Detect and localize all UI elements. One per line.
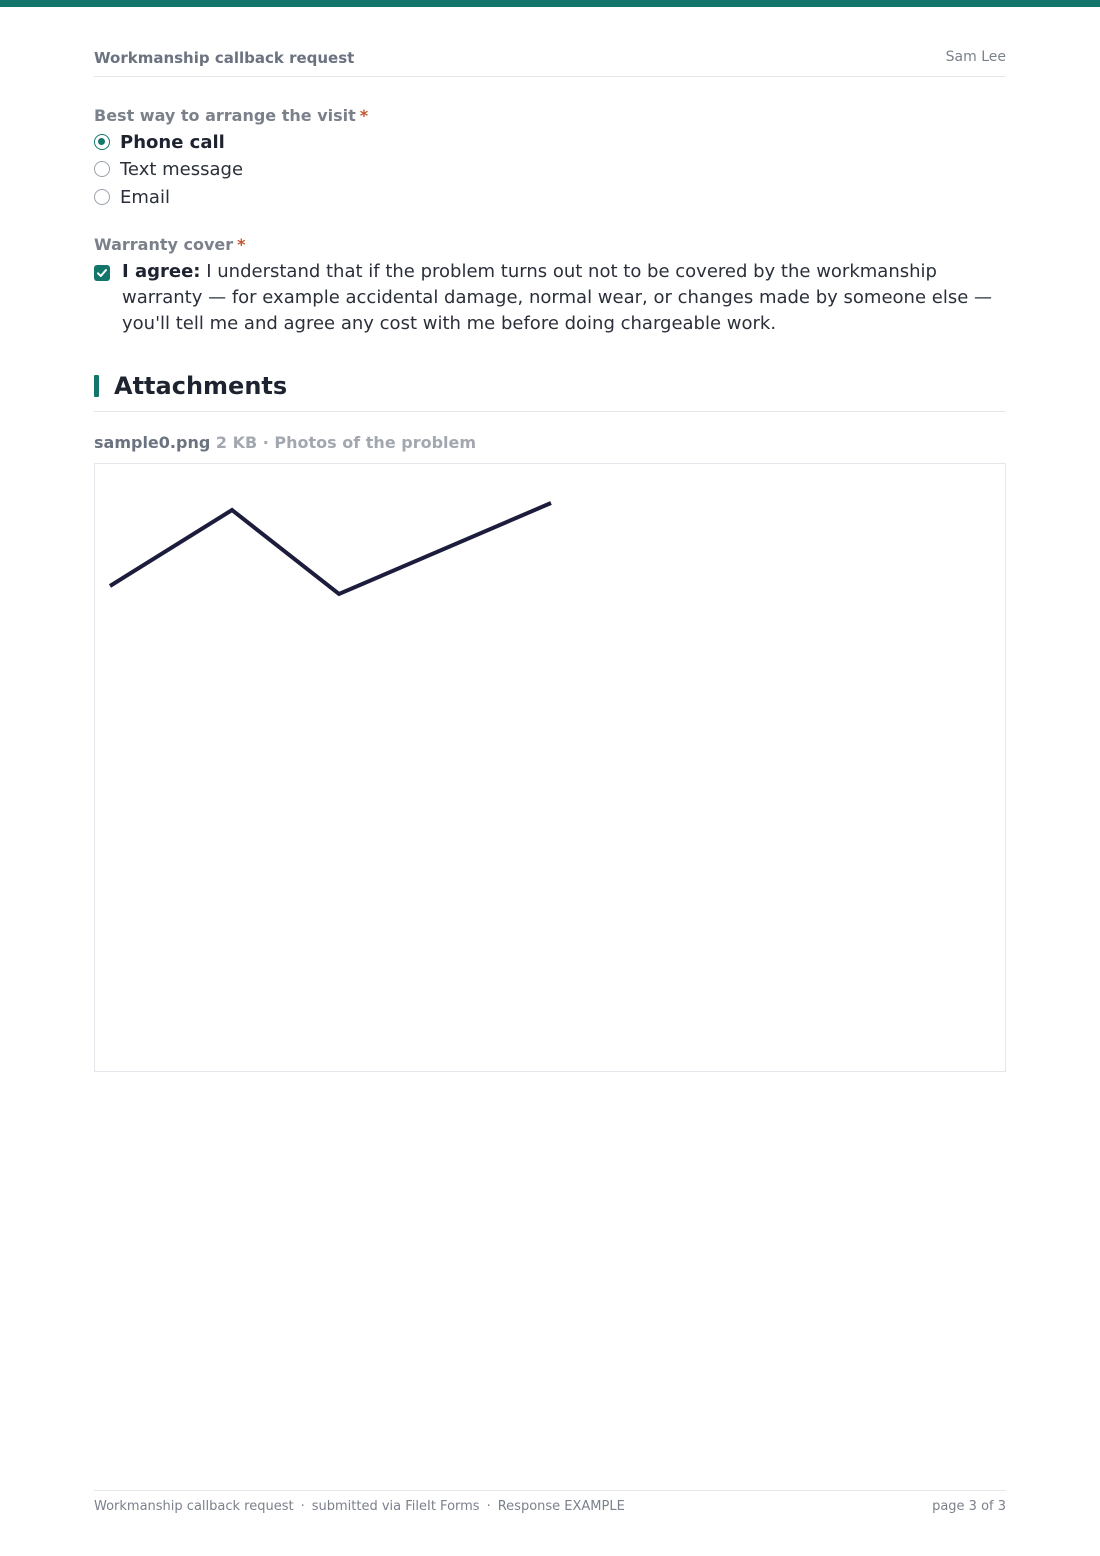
agree-prefix: I agree: <box>122 261 201 282</box>
warranty-agree-statement <box>122 259 1012 337</box>
warranty-cover-label-text: Warranty cover <box>94 235 234 254</box>
radio-option-text-message[interactable] <box>94 157 243 181</box>
sketch-line <box>110 503 551 594</box>
checkmark-icon <box>96 267 108 279</box>
respondent-name: Sam Lee <box>945 49 1006 65</box>
attachment-separator: · <box>262 433 269 452</box>
radio-unchecked-icon[interactable] <box>94 161 110 177</box>
warranty-cover-label <box>94 235 246 254</box>
footer-separator: · <box>300 1499 305 1514</box>
page-number: page 3 of 3 <box>932 1499 1006 1514</box>
footer-separator: · <box>486 1499 491 1514</box>
required-marker: * <box>237 235 246 254</box>
contact-method-label <box>94 106 368 125</box>
attachment-caption: Photos of the problem <box>274 433 477 452</box>
section-accent-bar <box>94 375 99 397</box>
footer-submitted: submitted via FileIt Forms <box>311 1499 480 1514</box>
page-header <box>94 49 1006 77</box>
attachment-image-preview <box>94 463 1006 1072</box>
attachment-meta <box>94 433 476 452</box>
required-marker: * <box>359 106 369 125</box>
attachment-file-size: 2 KB <box>215 433 258 452</box>
footer-response: Response EXAMPLE <box>497 1499 625 1514</box>
attachment-sketch <box>95 464 1005 1071</box>
page-footer <box>94 1490 1006 1514</box>
footer-info <box>94 1499 625 1514</box>
footer-form-name: Workmanship callback request <box>94 1499 294 1514</box>
form-title: Workmanship callback request <box>94 49 355 67</box>
agree-body: I understand that if the problem turns out not to be covered by the workmanship warranty — for example accidental damage, normal wear, or changes made by someone else — you'll tell me and agree any cost with me before doing chargeable work. <box>122 261 992 334</box>
section-title: Attachments <box>114 372 288 400</box>
radio-option-email[interactable] <box>94 185 170 209</box>
radio-label: Text message <box>120 158 244 180</box>
radio-unchecked-icon[interactable] <box>94 189 110 205</box>
radio-option-phone-call[interactable] <box>94 130 225 154</box>
warranty-agree-checkbox[interactable] <box>94 265 110 281</box>
attachment-file-name[interactable]: sample0.png <box>94 433 211 452</box>
radio-label: Email <box>120 186 170 208</box>
radio-label: Phone call <box>120 131 225 153</box>
attachments-section-header <box>94 372 1006 412</box>
contact-method-label-text: Best way to arrange the visit <box>94 106 356 125</box>
radio-checked-icon[interactable] <box>94 134 110 150</box>
top-accent-bar <box>0 0 1100 7</box>
